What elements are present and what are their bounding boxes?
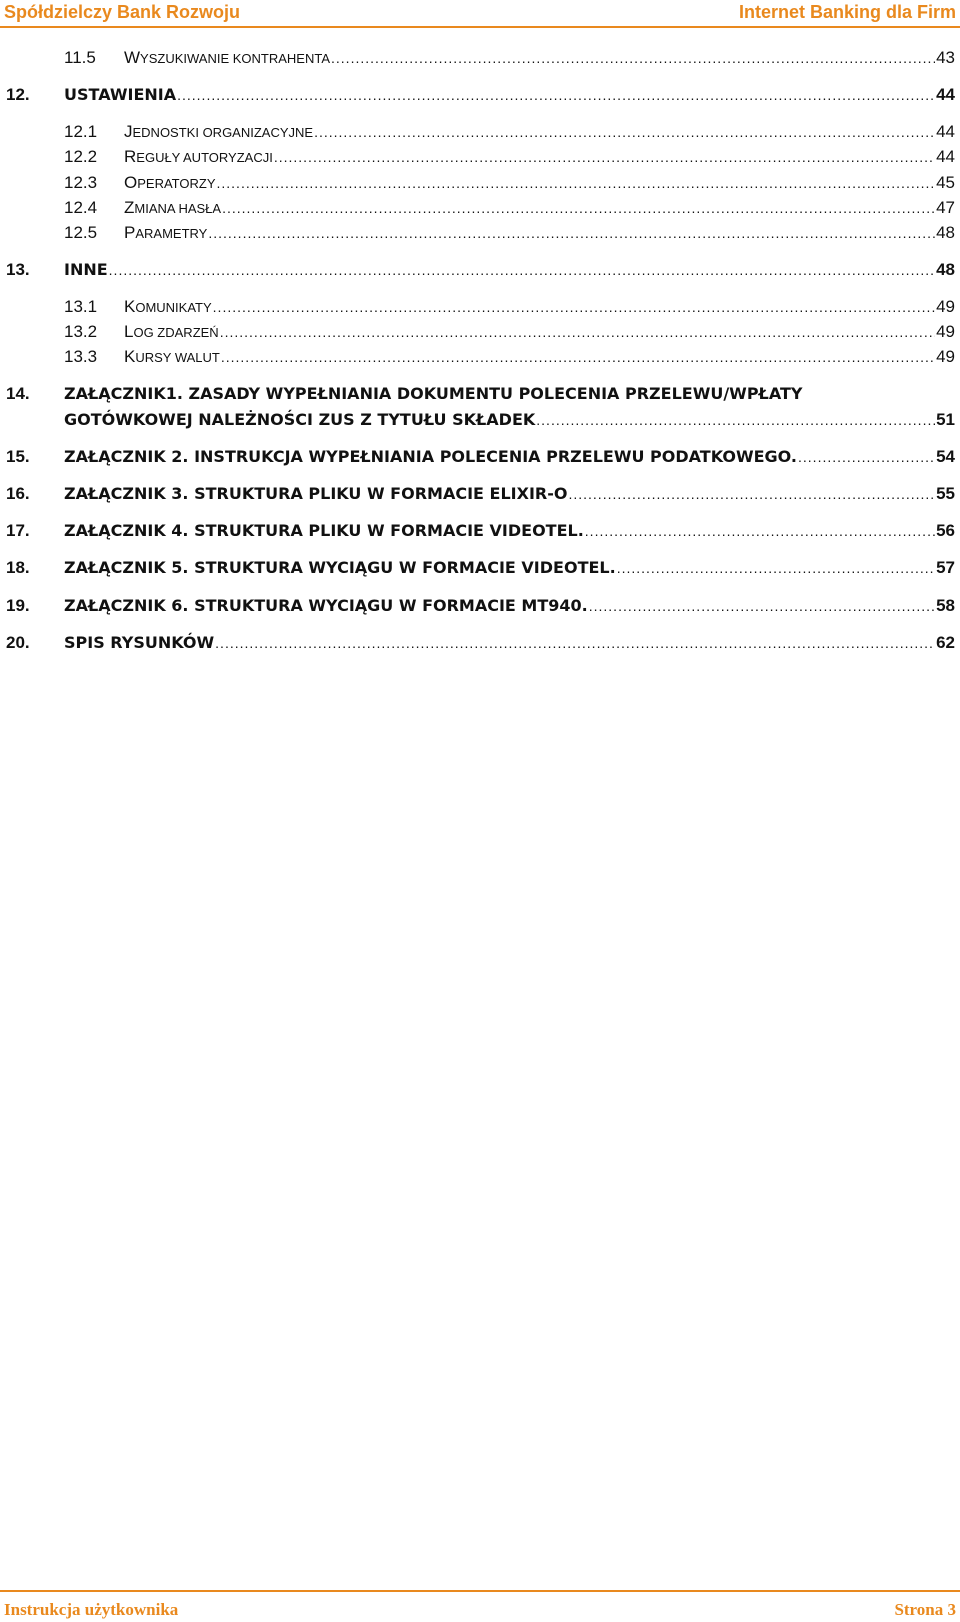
- toc-number: 16.: [6, 484, 30, 503]
- toc-leader-dots: [215, 635, 935, 651]
- toc-page: 51: [936, 410, 955, 429]
- toc-page: 54: [936, 447, 955, 466]
- toc-leader-dots: [585, 523, 935, 539]
- toc-title: ZMIANA HASŁA: [124, 198, 222, 217]
- toc-title: INNE: [64, 260, 108, 279]
- toc-page: 48: [936, 223, 955, 242]
- toc-page: 49: [936, 297, 955, 316]
- toc-page: 44: [936, 147, 955, 166]
- toc-page: 57: [936, 558, 955, 577]
- toc-page: 44: [936, 85, 955, 104]
- toc-leader-dots: [314, 124, 935, 140]
- toc-leader-dots: [208, 225, 935, 241]
- toc-number: 12.4: [64, 198, 98, 217]
- page-footer: [0, 1590, 960, 1622]
- toc-leader-dots: [109, 262, 935, 278]
- header-product-name: Internet Banking dla Firm: [738, 2, 956, 22]
- toc-number: 20.: [6, 633, 30, 652]
- toc-number: 13.: [6, 260, 30, 279]
- toc-page: 49: [936, 347, 955, 366]
- toc-title: REGUŁY AUTORYZACJI: [124, 147, 273, 166]
- toc-number: 13.3: [64, 347, 98, 366]
- toc-number: 15.: [6, 447, 30, 466]
- toc-leader-dots: [220, 324, 935, 340]
- toc-page: 49: [936, 322, 955, 341]
- toc-title: ZAŁĄCZNIK 2. INSTRUKCJA WYPEŁNIANIA POLECENIA PRZELEWU PODATKOWEGO.: [64, 447, 798, 466]
- toc-leader-dots: [798, 449, 935, 465]
- toc-number: 12.1: [64, 122, 98, 141]
- toc-number: 13.2: [64, 322, 98, 341]
- toc-number: 11.5: [64, 48, 96, 67]
- toc-page: 43: [936, 48, 955, 67]
- toc-number: 12.: [6, 85, 30, 104]
- toc-title: KOMUNIKATY: [124, 297, 212, 316]
- toc-page: 48: [936, 260, 955, 279]
- toc-leader-dots: [568, 486, 935, 502]
- toc-leader-dots: [217, 175, 936, 191]
- toc-title: LOG ZDARZEŃ: [124, 322, 219, 341]
- toc-title: JEDNOSTKI ORGANIZACYJNE: [124, 122, 314, 141]
- toc-leader-dots: [536, 412, 935, 428]
- toc-leader-dots: [617, 560, 935, 576]
- toc-leader-dots: [274, 149, 935, 165]
- toc-number: 19.: [6, 596, 30, 615]
- toc-title: ZAŁĄCZNIK 4. STRUKTURA PLIKU W FORMACIE VIDEOTEL.: [64, 521, 584, 540]
- toc-page: 62: [936, 633, 955, 652]
- toc-number: 12.3: [64, 173, 98, 192]
- toc-page: 55: [936, 484, 955, 503]
- toc-title: ZAŁĄCZNIK 6. STRUKTURA WYCIĄGU W FORMACIE MT940.: [64, 596, 588, 615]
- toc-title: ZAŁĄCZNIK 5. STRUKTURA WYCIĄGU W FORMACIE VIDEOTEL.: [64, 558, 616, 577]
- toc-title: OPERATORZY: [124, 173, 216, 192]
- toc-number: 12.2: [64, 147, 98, 166]
- toc-page: 47: [936, 198, 955, 217]
- toc-page: 44: [936, 122, 955, 141]
- header-bank-name: Spółdzielczy Bank Rozwoju: [4, 2, 241, 22]
- toc-title: SPIS RYSUNKÓW: [64, 633, 215, 652]
- toc-leader-dots: [221, 349, 935, 365]
- toc-title-line-2: GOTÓWKOWEJ NALEŻNOŚCI ZUS Z TYTUŁU SKŁADEK: [64, 410, 536, 429]
- toc-number: 18.: [6, 558, 30, 577]
- toc-page: 56: [936, 521, 955, 540]
- toc-title: KURSY WALUT: [124, 347, 220, 366]
- toc-page: 45: [936, 173, 955, 192]
- toc-leader-dots: [177, 87, 935, 103]
- toc-leader-dots: [589, 598, 935, 614]
- toc-number: 12.5: [64, 223, 98, 242]
- toc-leader-dots: [213, 299, 935, 315]
- toc-leader-dots: [331, 50, 935, 66]
- toc-title: USTAWIENIA: [64, 85, 177, 104]
- page-header: [0, 0, 960, 28]
- toc-number: 17.: [6, 521, 30, 540]
- toc-title-line-1: ZAŁĄCZNIK1. ZASADY WYPEŁNIANIA DOKUMENTU POLECENIA PRZELEWU/WPŁATY: [64, 384, 803, 403]
- footer-page-number: Strona 3: [894, 1600, 956, 1619]
- toc-title: ZAŁĄCZNIK 3. STRUKTURA PLIKU W FORMACIE ELIXIR-O: [64, 484, 568, 503]
- toc-number: 13.1: [64, 297, 98, 316]
- toc-number: 14.: [6, 384, 30, 403]
- toc-title: PARAMETRY: [124, 223, 208, 242]
- toc-leader-dots: [222, 200, 935, 216]
- footer-document-name: Instrukcja użytkownika: [4, 1600, 179, 1619]
- toc-title: WYSZUKIWANIE KONTRAHENTA: [124, 48, 331, 67]
- toc-page: 58: [936, 596, 955, 615]
